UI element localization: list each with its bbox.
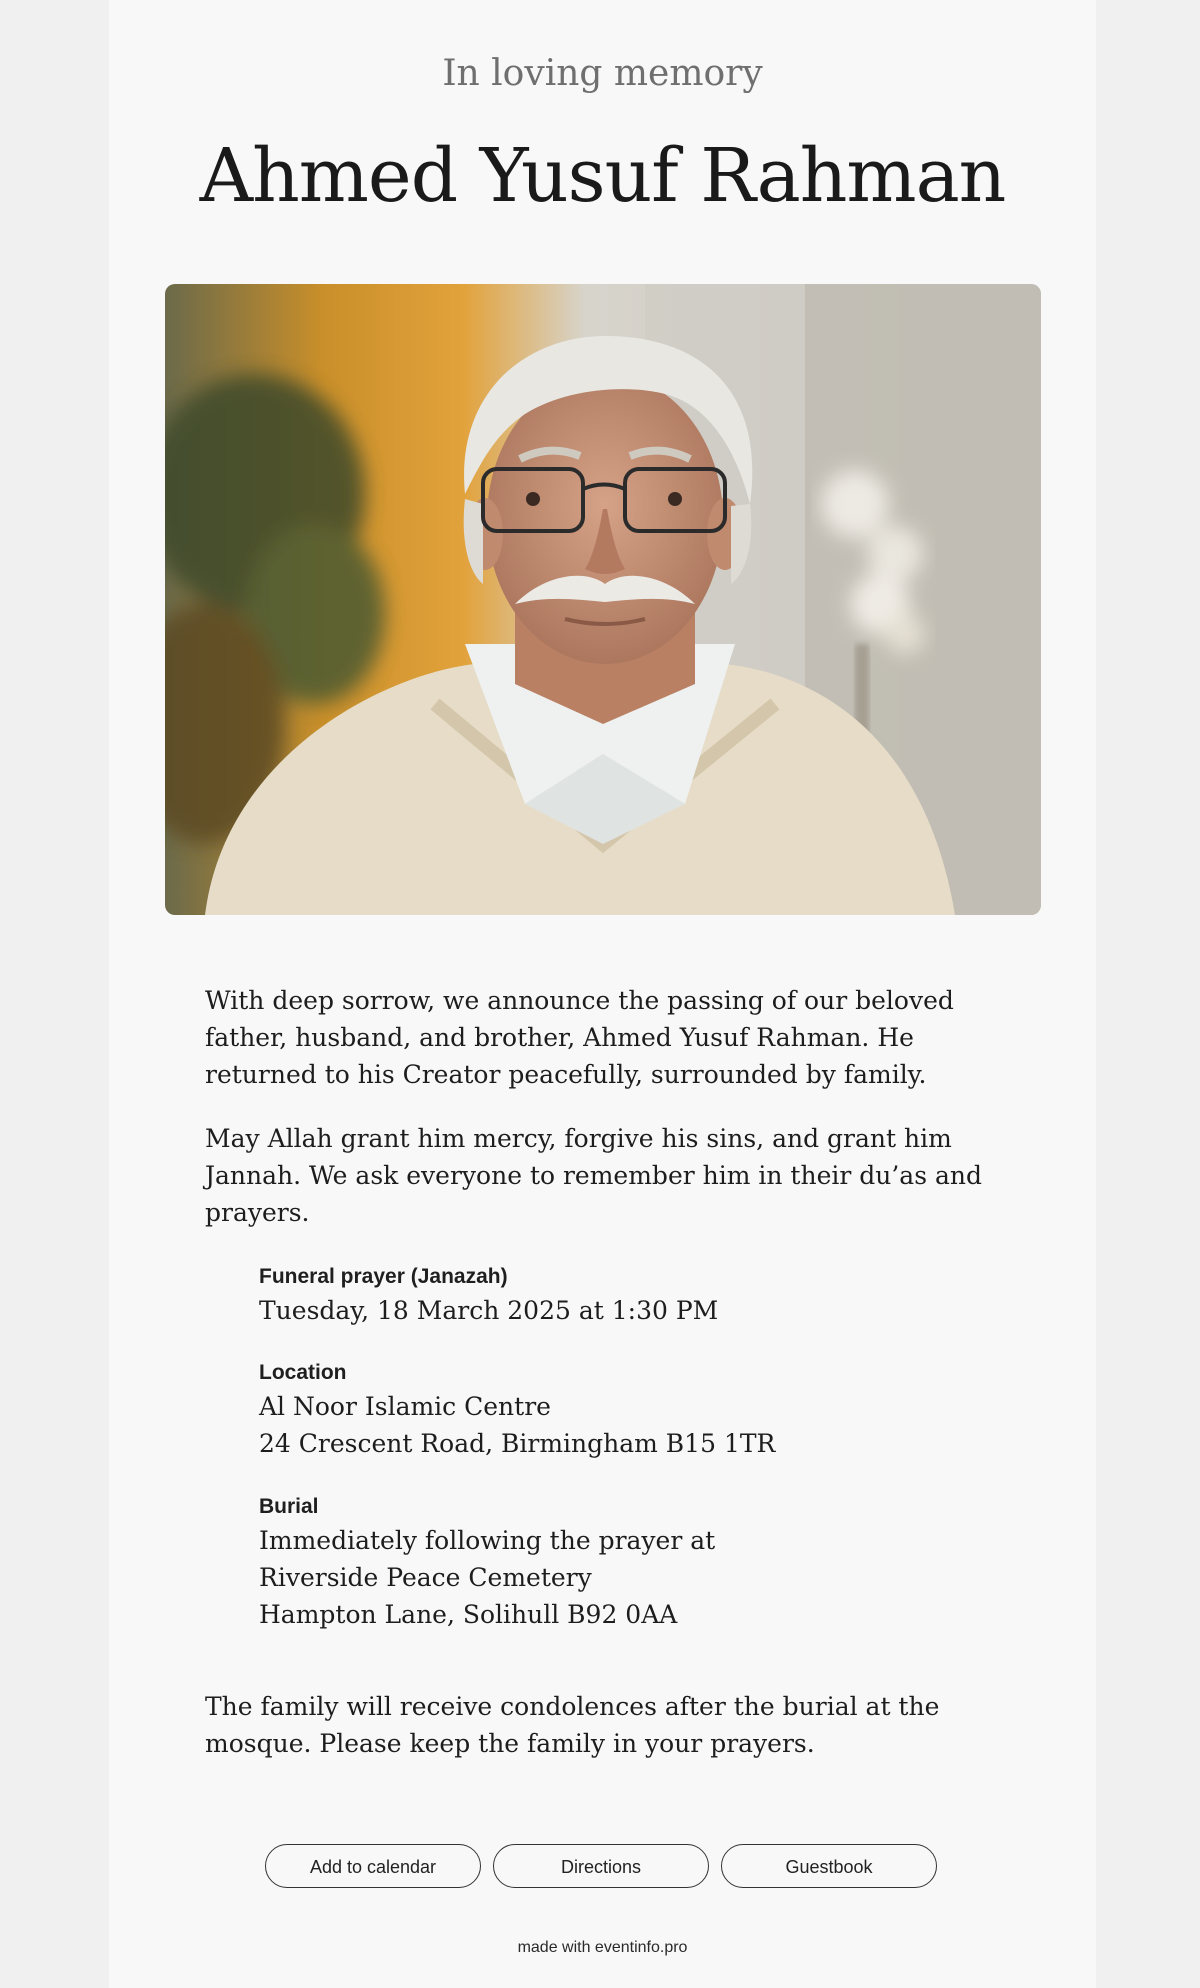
burial-cemetery: Riverside Peace Cemetery	[259, 1563, 592, 1592]
directions-button[interactable]: Directions	[493, 1844, 709, 1888]
burial-note: Immediately following the prayer at	[259, 1526, 716, 1555]
guestbook-button[interactable]: Guestbook	[721, 1844, 937, 1888]
add-to-calendar-button[interactable]: Add to calendar	[265, 1844, 481, 1888]
location-address: 24 Crescent Road, Birmingham B15 1TR	[259, 1429, 776, 1458]
memorial-page	[109, 0, 1096, 1988]
location-label: Location	[259, 1361, 347, 1384]
funeral-prayer-label: Funeral prayer (Janazah)	[259, 1265, 508, 1288]
memorial-kicker: In loving memory	[442, 53, 763, 94]
portrait-illustration	[165, 284, 1041, 915]
footer-credit-link[interactable]: made with eventinfo.pro	[517, 1939, 688, 1956]
location-venue: Al Noor Islamic Centre	[259, 1392, 551, 1421]
burial-detail	[259, 1492, 1019, 1633]
location-detail	[259, 1358, 1019, 1462]
announcement-paragraph-1: With deep sorrow, we announce the passing of our beloved father, husband, and brother, Ahmed Yusuf Rahman. He returned to his Creator peacefully, surrounded by family.	[205, 986, 954, 1089]
burial-label: Burial	[259, 1495, 319, 1518]
funeral-prayer-detail	[259, 1262, 1019, 1329]
burial-address: Hampton Lane, Solihull B92 0AA	[259, 1600, 678, 1629]
deceased-name: Ahmed Yusuf Rahman	[199, 133, 1006, 219]
closing-paragraph: The family will receive condolences after the burial at the mosque. Please keep the family in your prayers.	[205, 1692, 940, 1758]
funeral-prayer-time: Tuesday, 18 March 2025 at 1:30 PM	[259, 1296, 719, 1325]
portrait-photo	[165, 284, 1041, 915]
announcement-paragraph-2: May Allah grant him mercy, forgive his sins, and grant him Jannah. We ask everyone to remember him in their du’as and prayers.	[205, 1124, 983, 1227]
